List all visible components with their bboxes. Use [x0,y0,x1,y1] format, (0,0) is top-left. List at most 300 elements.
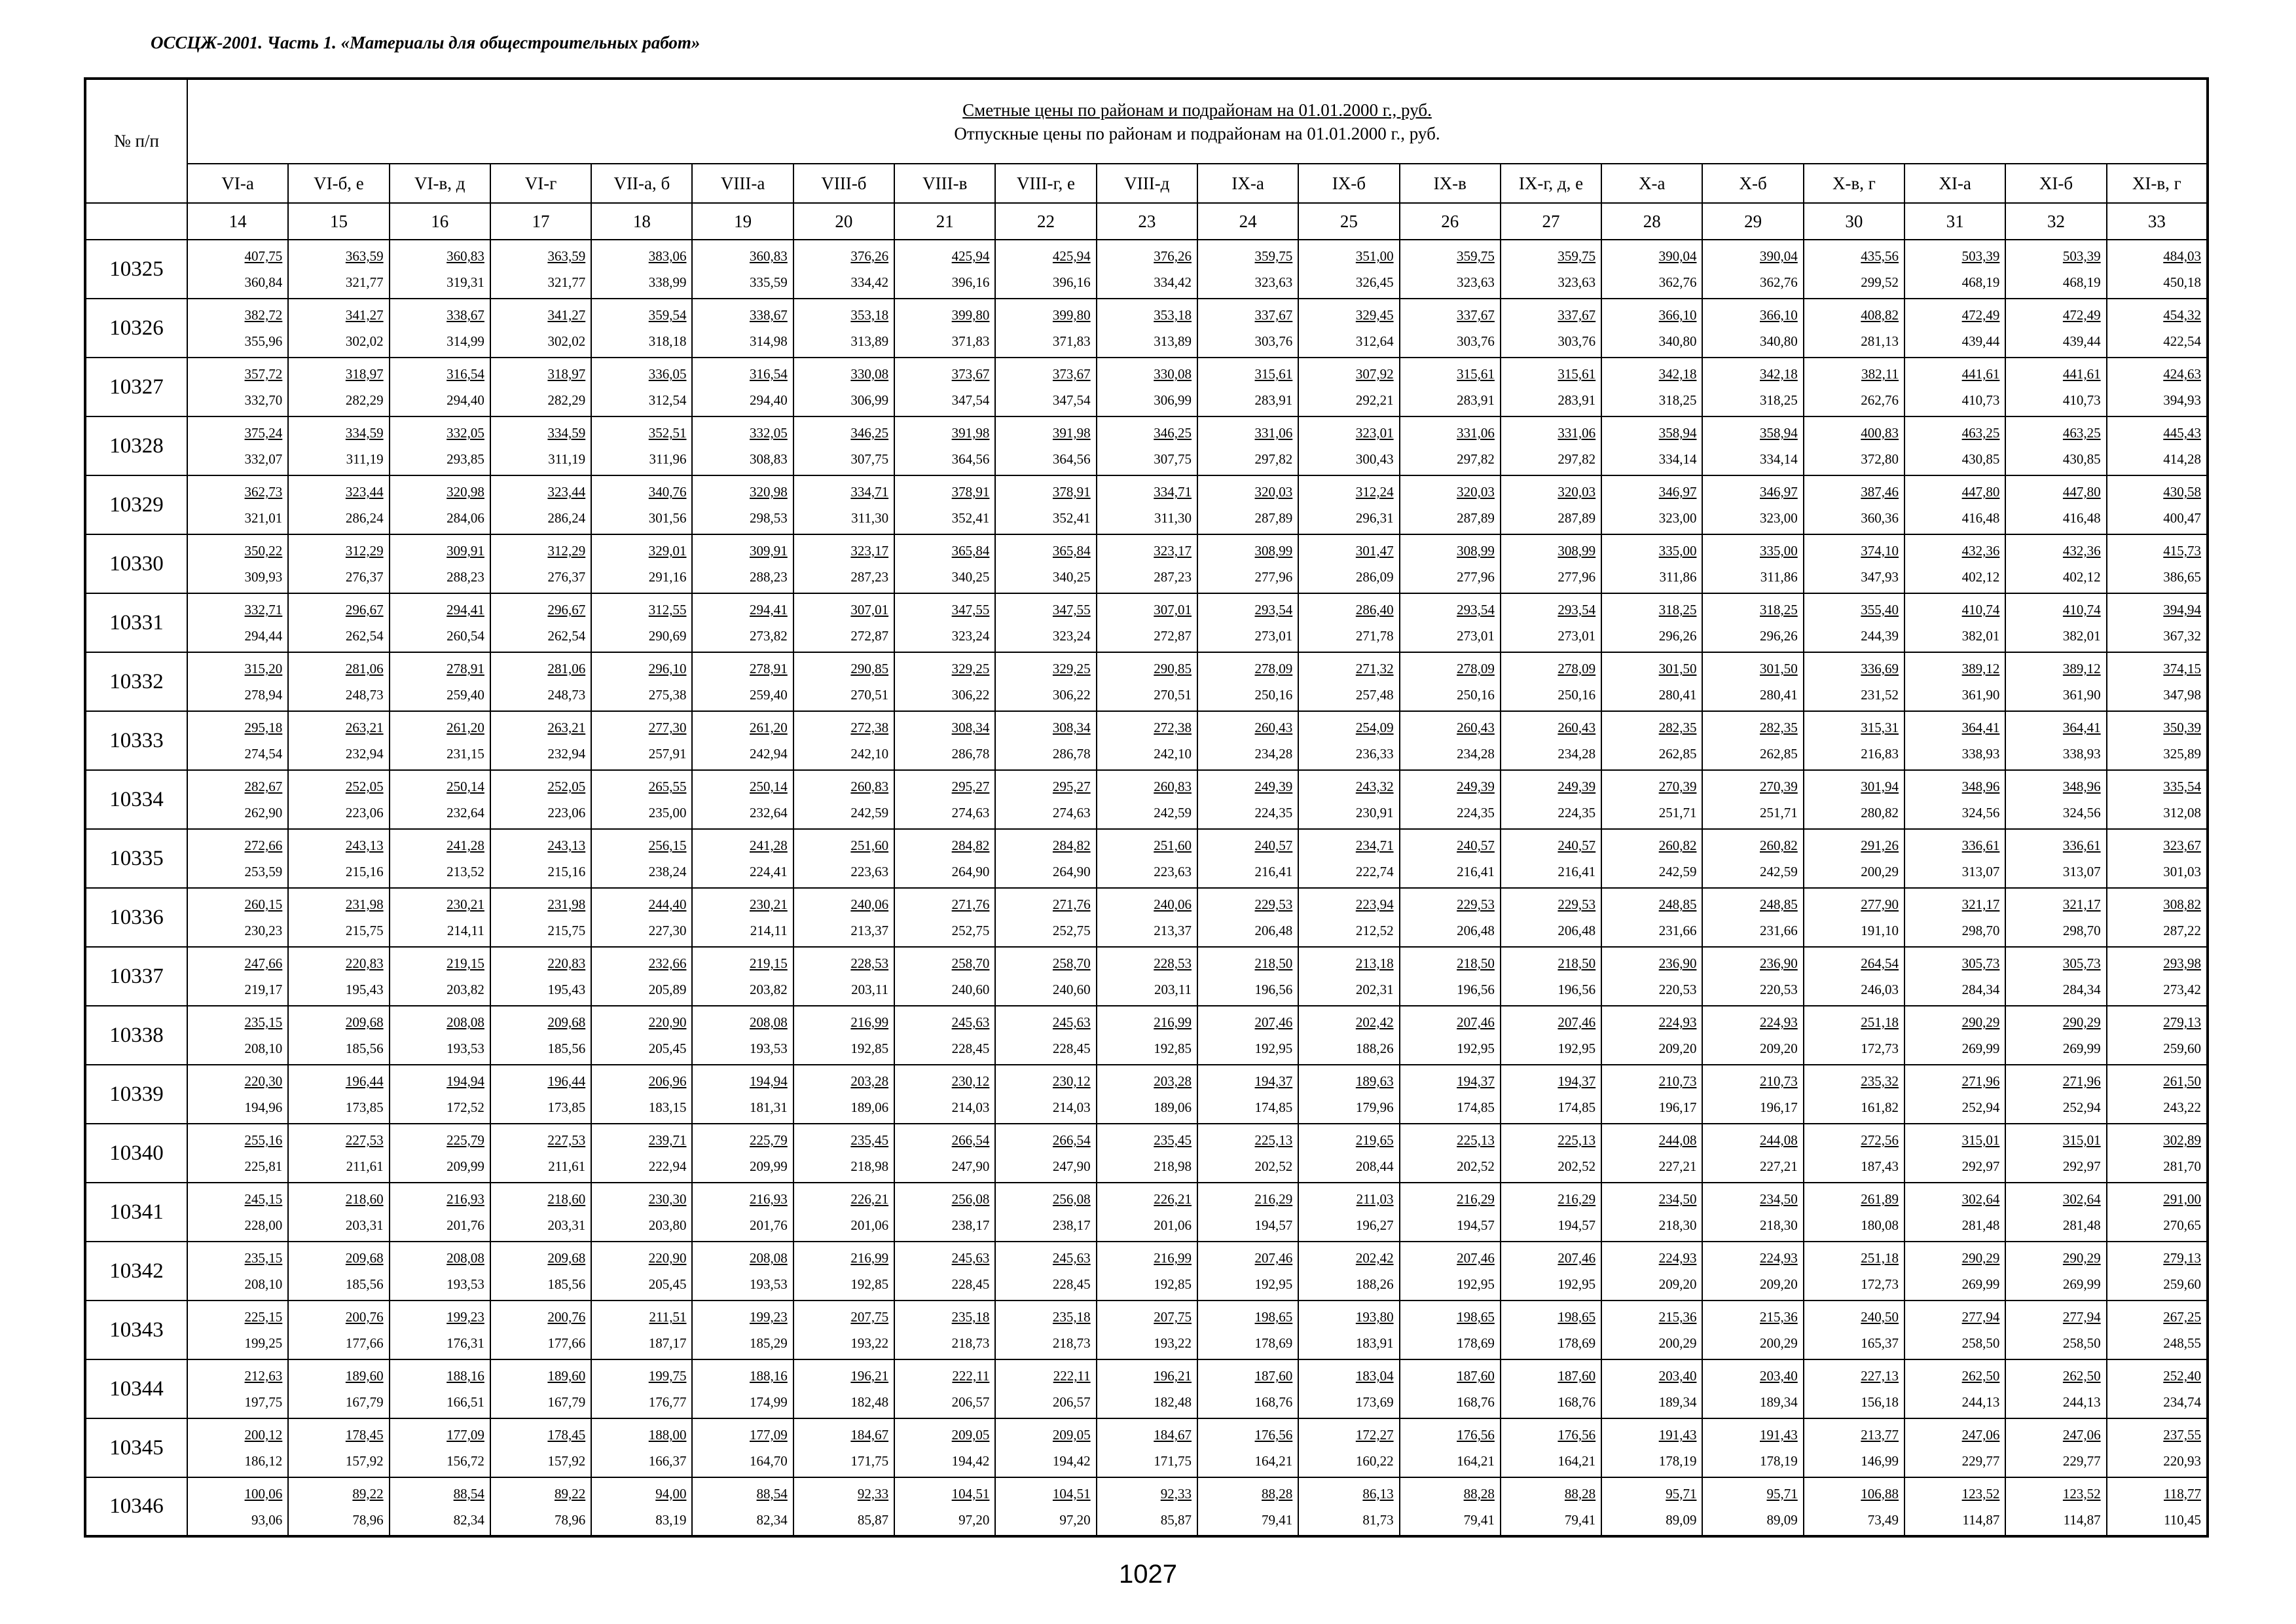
release-price: 161,82 [1861,1099,1899,1115]
estimate-price: 225,13 [1558,1132,1596,1148]
release-price: 280,41 [1760,687,1798,703]
release-price: 195,43 [547,982,586,997]
release-price: 347,54 [1052,392,1091,408]
release-price: 157,92 [345,1453,384,1469]
estimate-price: 188,16 [750,1368,788,1384]
estimate-price: 337,67 [1254,307,1293,323]
release-price: 394,93 [2163,392,2201,408]
release-price: 215,75 [345,923,384,938]
release-price: 173,85 [345,1099,384,1115]
price-cell [1197,1477,1298,1536]
price-cell [2107,1124,2208,1183]
release-price: 311,30 [1154,510,1192,526]
release-price: 270,51 [1154,687,1192,703]
estimate-price: 245,63 [1052,1014,1091,1030]
estimate-price: 248,85 [1760,896,1798,912]
release-price: 252,75 [951,923,990,938]
release-price: 244,13 [1961,1394,2000,1410]
release-price: 181,31 [750,1099,788,1115]
price-cell [187,770,288,829]
estimate-price: 225,13 [1254,1132,1293,1148]
price-cell [1097,1006,1197,1065]
estimate-price: 329,25 [1052,661,1091,676]
release-price: 205,45 [648,1041,687,1056]
estimate-price: 347,55 [951,602,990,618]
estimate-price: 309,91 [750,543,788,559]
region-column-header: IX-в [1400,164,1501,203]
estimate-price: 260,83 [850,779,889,794]
price-cell [2005,1065,2106,1124]
estimate-price: 400,83 [1861,425,1899,441]
column-number: 23 [1097,203,1197,240]
release-price: 200,29 [1861,864,1899,879]
release-price: 202,31 [1355,982,1394,997]
release-price: 416,48 [2062,510,2101,526]
release-price: 218,73 [1052,1335,1091,1351]
estimate-price: 305,73 [2062,955,2101,971]
price-cell [1601,1006,1702,1065]
release-price: 176,77 [648,1394,687,1410]
release-price: 192,85 [850,1041,889,1056]
price-cell [1298,475,1399,534]
estimate-price: 123,52 [2062,1485,2101,1502]
release-price: 259,60 [2163,1041,2201,1056]
release-price: 232,64 [446,805,484,821]
price-cell [390,1477,490,1536]
price-cell [692,770,793,829]
release-price: 214,03 [951,1099,990,1115]
estimate-price: 247,66 [244,955,283,971]
estimate-price: 340,76 [648,484,687,500]
release-price: 203,11 [1154,982,1192,997]
estimate-price: 255,16 [244,1132,283,1148]
price-cell [1804,1477,1904,1536]
price-cell [1097,888,1197,947]
price-cell [390,770,490,829]
release-price: 252,94 [1961,1099,2000,1115]
price-cell [1197,358,1298,416]
price-cell [390,416,490,475]
release-price: 306,99 [1154,392,1192,408]
release-price: 164,21 [1254,1453,1293,1469]
estimate-price: 88,28 [1564,1485,1596,1502]
estimate-price: 256,15 [648,838,687,853]
release-price: 189,34 [1760,1394,1798,1410]
release-price: 196,56 [1558,982,1596,997]
estimate-price: 241,28 [446,838,484,853]
estimate-price: 347,55 [1052,602,1091,618]
release-price: 156,72 [446,1453,484,1469]
price-cell [288,947,389,1006]
price-cell [490,652,591,711]
price-cell [2005,475,2106,534]
estimate-price: 359,75 [1457,248,1495,264]
price-cell [692,1359,793,1418]
price-cell [591,1301,692,1359]
release-price: 193,22 [850,1335,889,1351]
price-cell [187,1359,288,1418]
release-price: 332,07 [244,451,283,467]
price-cell [1904,1477,2005,1536]
price-cell [1097,1242,1197,1301]
estimate-price: 363,59 [345,248,384,264]
estimate-price: 312,55 [648,602,687,618]
estimate-price: 209,05 [1052,1427,1091,1443]
estimate-price: 216,93 [446,1191,484,1207]
release-price: 193,53 [446,1276,484,1292]
release-price: 340,80 [1658,333,1697,349]
release-price: 293,85 [446,451,484,467]
price-cell [692,652,793,711]
price-cell [1601,1065,1702,1124]
estimate-price: 432,36 [1961,543,2000,559]
region-column-header: VIII-д [1097,164,1197,203]
price-cell [591,593,692,652]
price-cell [692,534,793,593]
release-price: 209,20 [1658,1041,1697,1056]
estimate-price: 364,41 [2062,720,2101,735]
estimate-price: 338,67 [750,307,788,323]
price-cell [1298,358,1399,416]
release-price: 203,31 [547,1217,586,1233]
column-number: 15 [288,203,389,240]
price-cell [2107,652,2208,711]
price-cell [288,711,389,770]
price-cell [1298,416,1399,475]
release-price: 172,73 [1861,1041,1899,1056]
estimate-price: 216,29 [1457,1191,1495,1207]
price-cell [1400,1359,1501,1418]
price-cell [1097,947,1197,1006]
release-price: 231,15 [446,746,484,762]
price-cell [490,1065,591,1124]
price-cell [2107,475,2208,534]
estimate-price: 341,27 [547,307,586,323]
region-column-header: VIII-г, е [995,164,1096,203]
release-price: 240,60 [951,982,990,997]
release-price: 311,19 [346,451,384,467]
release-price: 178,69 [1558,1335,1596,1351]
price-cell [1400,829,1501,888]
release-price: 248,73 [547,687,586,703]
price-cell [1298,534,1399,593]
release-price: 200,29 [1658,1335,1697,1351]
price-cell [1804,1359,1904,1418]
estimate-price: 358,94 [1760,425,1798,441]
estimate-price: 118,77 [2164,1485,2201,1502]
price-cell [995,534,1096,593]
release-price: 274,63 [951,805,990,821]
release-price: 216,41 [1558,864,1596,879]
estimate-price: 334,71 [850,484,889,500]
release-price: 284,06 [446,510,484,526]
price-cell [187,1418,288,1477]
region-column-header: XI-в, г [2107,164,2208,203]
release-price: 312,08 [2163,805,2201,821]
estimate-price: 318,97 [547,366,586,382]
table-row [85,1301,2208,1359]
estimate-price: 336,61 [2062,838,2101,853]
release-price: 206,48 [1558,923,1596,938]
estimate-price: 232,66 [648,955,687,971]
price-cell [793,1359,894,1418]
price-cell [1097,770,1197,829]
estimate-price: 226,21 [1154,1191,1192,1207]
estimate-price: 208,08 [750,1014,788,1030]
estimate-price: 188,16 [446,1368,484,1384]
item-code: 10342 [85,1242,187,1301]
estimate-price: 176,56 [1254,1427,1293,1443]
estimate-price: 301,47 [1355,543,1394,559]
release-price: 192,95 [1457,1276,1495,1292]
estimate-price: 301,50 [1658,661,1697,676]
release-price: 323,24 [1052,628,1091,644]
estimate-price: 216,99 [1154,1014,1192,1030]
estimate-price: 484,03 [2163,248,2201,264]
estimate-price: 277,90 [1861,896,1899,912]
release-price: 172,73 [1861,1276,1899,1292]
release-price: 288,23 [446,569,484,585]
price-cell [1400,652,1501,711]
estimate-price: 203,28 [850,1073,889,1089]
release-price: 114,87 [1962,1511,2000,1528]
release-price: 334,14 [1760,451,1798,467]
column-number: 32 [2005,203,2106,240]
price-cell [995,299,1096,358]
estimate-price: 376,26 [850,248,889,264]
release-price: 283,91 [1457,392,1495,408]
price-cell [2107,888,2208,947]
price-cell [894,240,995,299]
item-code: 10340 [85,1124,187,1183]
price-cell [288,829,389,888]
release-price: 287,89 [1254,510,1293,526]
estimate-price: 332,05 [446,425,484,441]
price-cell [288,770,389,829]
release-price: 177,66 [547,1335,586,1351]
release-price: 347,54 [951,392,990,408]
price-cell [390,1242,490,1301]
release-price: 202,52 [1457,1158,1495,1174]
release-price: 242,10 [850,746,889,762]
estimate-price: 189,60 [345,1368,384,1384]
release-price: 270,51 [850,687,889,703]
table-row [85,770,2208,829]
price-cell [1904,829,2005,888]
estimate-price: 359,75 [1558,248,1596,264]
price-cell [1904,240,2005,299]
estimate-price: 271,96 [1961,1073,2000,1089]
estimate-price: 355,40 [1861,602,1899,618]
release-price: 218,98 [1154,1158,1192,1174]
estimate-price: 216,29 [1558,1191,1596,1207]
estimate-price: 353,18 [850,307,889,323]
release-price: 182,48 [850,1394,889,1410]
release-price: 262,54 [345,628,384,644]
release-price: 311,86 [1659,569,1697,585]
empty-number-cell [85,203,187,240]
release-price: 347,98 [2163,687,2201,703]
price-cell [2005,416,2106,475]
release-price: 258,50 [2062,1335,2101,1351]
price-cell [1097,358,1197,416]
release-price: 286,78 [1052,746,1091,762]
estimate-price: 441,61 [1961,366,2000,382]
release-price: 192,85 [1154,1041,1192,1056]
price-cell [995,1124,1096,1183]
release-price: 287,23 [850,569,889,585]
price-cell [1804,1301,1904,1359]
release-price: 232,94 [547,746,586,762]
estimate-price: 320,98 [750,484,788,500]
estimate-price: 318,25 [1658,602,1697,618]
release-price: 250,16 [1254,687,1293,703]
price-cell [1702,770,1803,829]
release-price: 192,95 [1254,1276,1293,1292]
price-cell [1601,1418,1702,1477]
release-price: 224,35 [1558,805,1596,821]
estimate-price: 196,21 [850,1368,889,1384]
price-cell [692,1418,793,1477]
release-price: 367,32 [2163,628,2201,644]
release-price: 164,21 [1558,1453,1596,1469]
release-price: 277,96 [1457,569,1495,585]
price-cell [793,711,894,770]
release-price: 296,26 [1658,628,1697,644]
estimate-price: 252,05 [547,779,586,794]
estimate-price: 243,13 [547,838,586,853]
price-cell [1197,593,1298,652]
estimate-price: 331,06 [1254,425,1293,441]
release-price: 303,76 [1254,333,1293,349]
estimate-price: 336,61 [1961,838,2000,853]
release-price: 360,84 [244,274,283,290]
estimate-price: 331,06 [1457,425,1495,441]
release-price: 234,28 [1558,746,1596,762]
price-cell [1601,534,1702,593]
release-price: 192,95 [1254,1041,1293,1056]
estimate-price: 231,98 [547,896,586,912]
release-price: 278,94 [244,687,283,703]
estimate-price: 194,37 [1558,1073,1596,1089]
header-row-regions [85,164,2208,203]
price-cell [2005,829,2106,888]
release-price: 212,52 [1355,923,1394,938]
price-cell [1400,1065,1501,1124]
price-cell [1904,593,2005,652]
release-price: 292,97 [2062,1158,2101,1174]
estimate-price: 290,29 [1961,1014,2000,1030]
item-code: 10339 [85,1065,187,1124]
column-number: 25 [1298,203,1399,240]
price-cell [995,947,1096,1006]
price-cell [995,1301,1096,1359]
price-cell [490,475,591,534]
estimate-price: 207,46 [1254,1014,1293,1030]
release-price: 224,41 [750,864,788,879]
release-price: 197,75 [244,1394,283,1410]
release-price: 243,22 [2163,1099,2201,1115]
price-cell [390,593,490,652]
price-cell [1501,1183,1601,1242]
estimate-price: 240,06 [1154,896,1192,912]
release-price: 216,83 [1861,746,1899,762]
estimate-price: 235,15 [244,1014,283,1030]
price-cell [1702,1183,1803,1242]
price-cell [692,475,793,534]
column-number: 26 [1400,203,1501,240]
estimate-price: 196,44 [345,1073,384,1089]
release-price: 334,42 [1154,274,1192,290]
estimate-price: 218,60 [547,1191,586,1207]
release-price: 196,17 [1658,1099,1697,1115]
price-cell [2107,1418,2208,1477]
price-cell [1904,1124,2005,1183]
price-cell [1197,711,1298,770]
estimate-price: 194,37 [1254,1073,1293,1089]
estimate-price: 309,91 [446,543,484,559]
price-cell [1197,1301,1298,1359]
price-cell [995,770,1096,829]
estimate-price: 279,13 [2163,1014,2201,1030]
price-cell [2005,1124,2106,1183]
price-cell [692,711,793,770]
release-price: 277,96 [1558,569,1596,585]
price-cell [995,1183,1096,1242]
estimate-price: 223,94 [1355,896,1394,912]
region-column-header: VII-а, б [591,164,692,203]
estimate-price: 231,98 [345,896,384,912]
price-cell [1298,299,1399,358]
price-cell [288,534,389,593]
estimate-price: 290,85 [1154,661,1192,676]
release-price: 246,03 [1861,982,1899,997]
estimate-price: 210,73 [1658,1073,1697,1089]
estimate-price: 227,53 [547,1132,586,1148]
estimate-price: 296,67 [345,602,384,618]
estimate-price: 425,94 [951,248,990,264]
estimate-price: 88,28 [1463,1485,1495,1502]
release-price: 311,96 [649,451,687,467]
price-cell [1702,1477,1803,1536]
estimate-price: 366,10 [1760,307,1798,323]
region-column-header: VIII-б [793,164,894,203]
release-price: 264,90 [951,864,990,879]
release-price: 186,12 [244,1453,283,1469]
estimate-price: 270,39 [1658,779,1697,794]
estimate-price: 222,11 [952,1368,990,1384]
estimate-price: 415,73 [2163,543,2201,559]
release-price: 281,13 [1861,333,1899,349]
price-cell [288,1065,389,1124]
estimate-price: 348,96 [2062,779,2101,794]
release-price: 180,08 [1861,1217,1899,1233]
price-cell [288,1242,389,1301]
price-cell [692,358,793,416]
estimate-price: 358,94 [1658,425,1697,441]
release-price: 323,00 [1760,510,1798,526]
release-price: 371,83 [951,333,990,349]
estimate-price: 271,76 [1052,896,1091,912]
price-cell [2107,299,2208,358]
estimate-price: 271,76 [951,896,990,912]
price-cell [490,947,591,1006]
release-price: 252,75 [1052,923,1091,938]
price-cell [1804,947,1904,1006]
release-price: 361,90 [2062,687,2101,703]
estimate-price: 207,46 [1457,1250,1495,1266]
estimate-price: 260,83 [1154,779,1192,794]
